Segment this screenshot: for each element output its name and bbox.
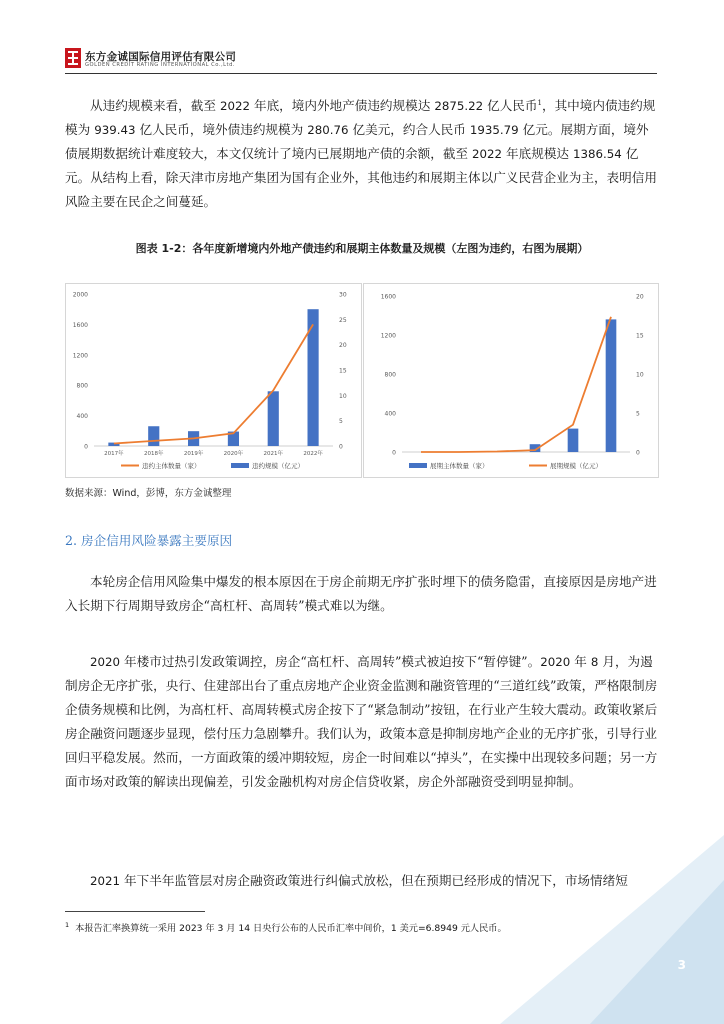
extension-y-right-tick: 10 [636, 371, 644, 379]
extension-bar [606, 319, 617, 452]
default-y-left-tick: 2000 [72, 291, 88, 299]
default-y-left-tick: 1600 [72, 321, 88, 329]
extension-y-right-tick: 20 [636, 293, 644, 301]
default-chart [65, 283, 362, 478]
default-y-right-tick: 10 [339, 392, 347, 400]
company-name-cn: 东方金诚国际信用评估有限公司 [85, 51, 237, 63]
extension-y-left-tick: 800 [384, 371, 396, 379]
default-x-tick: 2020年 [223, 451, 244, 457]
extension-bar [568, 429, 579, 452]
paragraph-policy: 2020 年楼市过热引发政策调控，房企“高杠杆、高周转”模式被迫按下“暂停键”。2020 年 8 月，为遏制房企无序扩张，央行、住建部出台了重点房地产企业资金监测和融资管理的“三道红线”政策，严格限制房企债务规模和比例，为高杠杆、高周转模式房企按下了“紧急制动”按钮，在行业产生较大震动。政策收紧后房企融资问题逐步显现，偿付压力急剧攀升。我们认为，政策本意是抑制房地产企业的无序扩张，引导行业回归平稳发展。然而，一方面政策的缓冲期较短，房企一时间难以“掉头”，在实操中出现较多问题；另一方面市场对政策的解读出现偏差，引发金融机构对房企信贷收紧，房企外部融资受到明显抑制。 [65, 654, 658, 789]
figure-source: 数据来源：Wind，彭博，东方金诚整理 [65, 488, 232, 499]
default-bar [268, 391, 279, 446]
section-heading: 2. 房企信用风险暴露主要原因 [65, 533, 233, 548]
paragraph-default-scale: 从违约规模来看，截至 2022 年底，境内外地产债违约规模达 2875.22 亿人民币$^1$，其中境内债违约规模为 939.43 亿人民币，境外债违约规模为 280.76 亿美元，约合人民币 1935.79 亿元。展期方面，境外债展期数据统计难度较大，本文仅统计了境内已展期地产债的余额，截至 2022 年底规模达 1386.54 亿元。从结构上看，除天津市房地产集团为国有企业外，其他违约和展期主体以广义民营企业为主，表明信用风险主要在民企之间蔓延。 [65, 98, 657, 210]
default-y-left-tick: 800 [76, 382, 88, 390]
footnote-ref[interactable]: 1 [537, 99, 542, 107]
extension-y-right-tick: 15 [636, 332, 644, 340]
default-x-tick: 2022年 [303, 451, 323, 457]
default-y-right-tick: 15 [339, 367, 347, 375]
extension-legend-label: 展期规模（亿元） [550, 462, 602, 470]
extension-legend-label: 展期主体数量（家） [430, 462, 489, 470]
default-x-tick: 2018年 [144, 451, 164, 457]
company-logo-icon [65, 48, 81, 68]
default-line [114, 324, 313, 443]
default-y-left-tick: 0 [84, 443, 88, 451]
page-number: 3 [677, 958, 686, 972]
extension-chart-svg [364, 284, 658, 477]
default-y-left-tick: 1200 [72, 352, 88, 360]
extension-y-left-tick: 0 [392, 449, 396, 457]
extension-y-right-tick: 5 [636, 410, 640, 418]
footnote: $^1$ 本报告汇率换算统一采用 2023 年 3 月 14 日央行公布的人民币汇率中间价，1 美元=6.8949 元人民币。 [65, 920, 507, 934]
default-x-tick: 2021年 [263, 451, 283, 457]
default-legend-swatch [231, 463, 249, 468]
figure-title: 图表 1-2：各年度新增境内外地产债违约和展期主体数量及规模（左图为违约，右图为展期） [135, 242, 589, 255]
extension-y-left-tick: 1600 [380, 293, 396, 301]
default-bar [148, 426, 159, 446]
footnote-divider [65, 911, 205, 912]
default-y-right-tick: 0 [339, 443, 343, 451]
default-legend-label: 违约规模（亿元） [252, 462, 304, 470]
extension-y-left-tick: 1200 [380, 332, 396, 340]
default-y-right-tick: 30 [339, 291, 347, 299]
paragraph-root-cause: 本轮房企信用风险集中爆发的根本原因在于房企前期无序扩张时埋下的债务隐雷，直接原因是房地产进入长期下行周期导致房企“高杠杆、高周转”模式难以为继。 [65, 574, 657, 613]
default-y-left-tick: 400 [76, 413, 88, 421]
default-y-right-tick: 25 [339, 316, 347, 324]
extension-legend-swatch [409, 463, 427, 468]
default-x-tick: 2017年 [104, 451, 124, 457]
default-y-right-tick: 20 [339, 342, 347, 350]
extension-y-right-tick: 0 [636, 449, 640, 457]
default-legend-label: 违约主体数量（家） [142, 462, 201, 470]
extension-line [421, 317, 611, 452]
default-y-right-tick: 5 [339, 418, 343, 426]
default-x-tick: 2019年 [183, 451, 204, 457]
company-name-en: GOLDEN CREDIT RATING INTERNATIONAL Co.,Ltd. [85, 62, 236, 68]
header-divider [65, 73, 657, 74]
default-chart-svg [66, 284, 361, 477]
page-header [65, 48, 660, 76]
extension-y-left-tick: 400 [384, 410, 396, 418]
extension-chart [363, 283, 659, 478]
paragraph-2021: 2021 年下半年监管层对房企融资政策进行纠偏式放松，但在预期已经形成的情况下，市场情绪短 [90, 873, 628, 888]
